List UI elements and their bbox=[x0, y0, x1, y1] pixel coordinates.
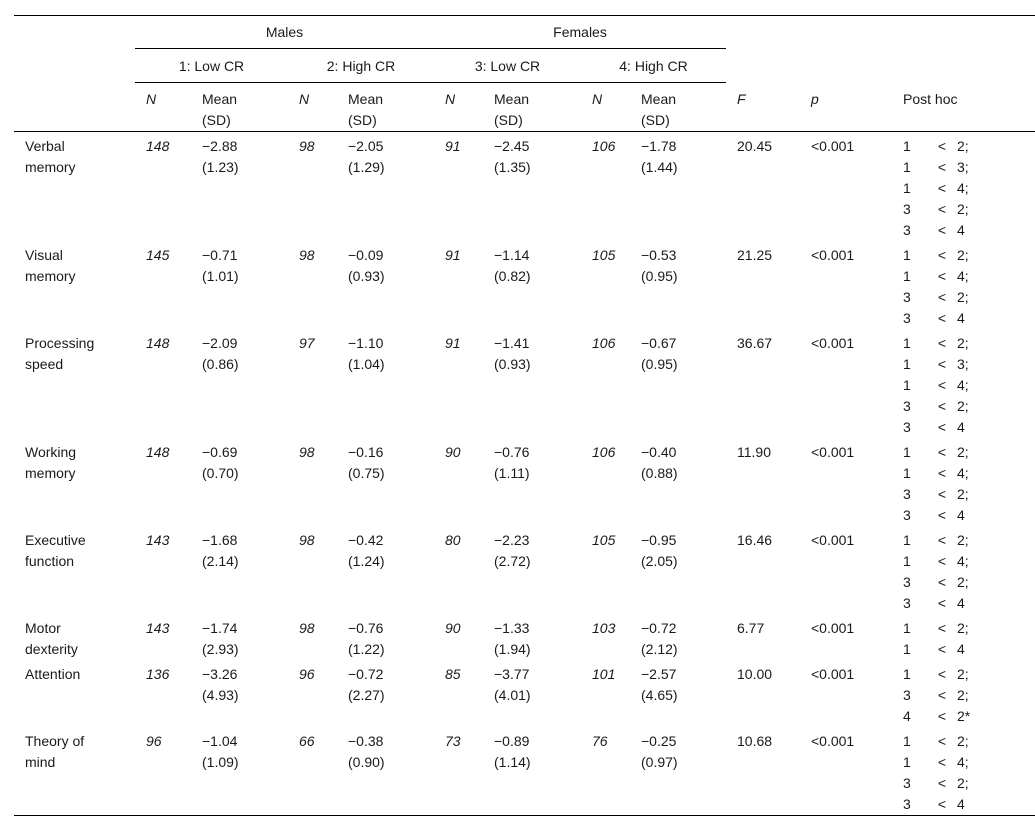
posthoc-comparison: 3 < 2; bbox=[903, 775, 969, 791]
col-header-n: N bbox=[434, 83, 494, 132]
cell-mean-sd-group-3: −1.33 (1.94) bbox=[494, 620, 531, 657]
cell-n-group-2: 98 bbox=[299, 620, 315, 636]
posthoc-comparison: 1 < 2; bbox=[903, 666, 969, 682]
cell-n-group-3: 91 bbox=[445, 335, 461, 351]
cell-mean-sd-group-3: −3.77 (4.01) bbox=[494, 666, 531, 703]
table-row bbox=[14, 241, 1035, 329]
cell-n-group-2: 66 bbox=[299, 733, 315, 749]
cr-header-2: 2: High CR bbox=[288, 49, 434, 84]
cell-n-group-1: 148 bbox=[146, 335, 170, 351]
cell-p: <0.001 bbox=[811, 532, 855, 548]
table-row bbox=[14, 132, 1035, 242]
cell-mean-sd-group-1: −0.71 (1.01) bbox=[202, 247, 239, 284]
cell-mean-sd-group-4: −0.95 (2.05) bbox=[641, 532, 678, 569]
cell-n-group-2: 98 bbox=[299, 247, 315, 263]
cell-p: <0.001 bbox=[811, 335, 855, 351]
row-label: Attention bbox=[25, 666, 81, 682]
cell-n-group-4: 103 bbox=[592, 620, 616, 636]
cell-mean-sd-group-1: −1.68 (2.14) bbox=[202, 532, 239, 569]
posthoc-comparison: 1 < 3; bbox=[903, 356, 969, 372]
cell-n-group-1: 148 bbox=[146, 444, 170, 460]
posthoc-comparison: 1 < 2; bbox=[903, 733, 969, 749]
cell-n-group-4: 105 bbox=[592, 247, 616, 263]
cell-n-group-3: 91 bbox=[445, 247, 461, 263]
cell-mean-sd-group-2: −0.09 (0.93) bbox=[348, 247, 385, 284]
cell-f: 16.46 bbox=[737, 532, 773, 548]
cell-posthoc bbox=[903, 438, 1035, 526]
posthoc-comparison: 1 < 4; bbox=[903, 268, 969, 284]
table-row bbox=[14, 614, 1035, 660]
posthoc-comparison: 1 < 2; bbox=[903, 138, 969, 154]
cell-posthoc bbox=[903, 132, 1035, 242]
cell-n-group-4: 76 bbox=[592, 733, 608, 749]
col-header-p: p bbox=[811, 83, 903, 132]
posthoc-comparison: 1 < 4 bbox=[903, 641, 965, 657]
cell-n-group-3: 85 bbox=[445, 666, 461, 682]
cell-mean-sd-group-1: −2.88 (1.23) bbox=[202, 138, 239, 175]
posthoc-comparison: 3 < 2; bbox=[903, 289, 969, 305]
col-header-posthoc: Post hoc bbox=[903, 83, 1035, 132]
cell-f: 10.68 bbox=[737, 733, 773, 749]
cell-mean-sd-group-3: −0.76 (1.11) bbox=[494, 444, 530, 481]
cell-f: 20.45 bbox=[737, 138, 773, 154]
cell-f: 6.77 bbox=[737, 620, 765, 636]
cell-posthoc bbox=[903, 241, 1035, 329]
table-row bbox=[14, 329, 1035, 438]
cell-posthoc bbox=[903, 329, 1035, 438]
cell-n-group-1: 136 bbox=[146, 666, 170, 682]
cell-mean-sd-group-2: −0.38 (0.90) bbox=[348, 733, 385, 770]
table-row bbox=[14, 660, 1035, 727]
cell-mean-sd-group-4: −0.67 (0.95) bbox=[641, 335, 678, 372]
table-row bbox=[14, 438, 1035, 526]
cell-mean-sd-group-3: −1.14 (0.82) bbox=[494, 247, 531, 284]
cell-mean-sd-group-4: −0.40 (0.88) bbox=[641, 444, 678, 481]
posthoc-comparison: 1 < 4; bbox=[903, 377, 969, 393]
table-row bbox=[14, 727, 1035, 815]
results-table bbox=[14, 15, 1035, 816]
col-header-n: N bbox=[288, 83, 348, 132]
posthoc-comparison: 1 < 4; bbox=[903, 465, 969, 481]
cell-posthoc bbox=[903, 660, 1035, 727]
cell-mean-sd-group-4: −0.25 (0.97) bbox=[641, 733, 678, 770]
posthoc-comparison: 1 < 2; bbox=[903, 335, 969, 351]
row-label: Theory of mind bbox=[25, 733, 85, 770]
cell-f: 36.67 bbox=[737, 335, 773, 351]
cell-n-group-2: 97 bbox=[299, 335, 315, 351]
cell-mean-sd-group-2: −0.72 (2.27) bbox=[348, 666, 385, 703]
cell-mean-sd-group-1: −1.74 (2.93) bbox=[202, 620, 239, 657]
posthoc-comparison: 3 < 4 bbox=[903, 796, 965, 812]
cell-n-group-3: 91 bbox=[445, 138, 461, 154]
cell-n-group-2: 96 bbox=[299, 666, 315, 682]
col-header-mean-sd: Mean (SD) bbox=[494, 83, 581, 132]
group-header-males: Males bbox=[135, 16, 434, 49]
cell-posthoc bbox=[903, 614, 1035, 660]
cell-mean-sd-group-3: −2.23 (2.72) bbox=[494, 532, 531, 569]
cell-n-group-1: 148 bbox=[146, 138, 170, 154]
cell-p: <0.001 bbox=[811, 666, 855, 682]
cell-mean-sd-group-4: −1.78 (1.44) bbox=[641, 138, 678, 175]
cell-n-group-1: 143 bbox=[146, 620, 170, 636]
posthoc-comparison: 3 < 2; bbox=[903, 201, 969, 217]
row-label: Processing speed bbox=[25, 335, 95, 372]
col-header-n: N bbox=[581, 83, 641, 132]
cell-mean-sd-group-3: −1.41 (0.93) bbox=[494, 335, 531, 372]
cell-mean-sd-group-3: −0.89 (1.14) bbox=[494, 733, 531, 770]
cell-n-group-1: 145 bbox=[146, 247, 170, 263]
row-label: Visual memory bbox=[25, 247, 76, 284]
cell-mean-sd-group-4: −0.72 (2.12) bbox=[641, 620, 678, 657]
posthoc-comparison: 1 < 3; bbox=[903, 159, 969, 175]
col-header-mean-sd: Mean (SD) bbox=[641, 83, 726, 132]
cell-n-group-3: 73 bbox=[445, 733, 461, 749]
cell-n-group-4: 106 bbox=[592, 138, 616, 154]
cell-mean-sd-group-2: −0.76 (1.22) bbox=[348, 620, 385, 657]
posthoc-comparison: 3 < 4 bbox=[903, 595, 965, 611]
cell-n-group-4: 106 bbox=[592, 444, 616, 460]
posthoc-comparison: 3 < 4 bbox=[903, 419, 965, 435]
cell-p: <0.001 bbox=[811, 620, 855, 636]
cr-header-3: 3: Low CR bbox=[434, 49, 581, 84]
posthoc-comparison: 3 < 4 bbox=[903, 310, 965, 326]
cell-mean-sd-group-1: −3.26 (4.93) bbox=[202, 666, 239, 703]
cell-mean-sd-group-2: −0.16 (0.75) bbox=[348, 444, 385, 481]
cell-mean-sd-group-2: −0.42 (1.24) bbox=[348, 532, 385, 569]
cell-n-group-3: 90 bbox=[445, 620, 461, 636]
cell-n-group-1: 96 bbox=[146, 733, 162, 749]
row-label: Verbal memory bbox=[25, 138, 76, 175]
posthoc-comparison: 3 < 4 bbox=[903, 507, 965, 523]
col-header-f: F bbox=[726, 83, 811, 132]
row-label: Motor dexterity bbox=[25, 620, 78, 657]
cell-n-group-3: 90 bbox=[445, 444, 461, 460]
col-header-mean-sd: Mean (SD) bbox=[202, 83, 288, 132]
cell-n-group-2: 98 bbox=[299, 532, 315, 548]
cell-p: <0.001 bbox=[811, 733, 855, 749]
cell-mean-sd-group-1: −2.09 (0.86) bbox=[202, 335, 239, 372]
cell-mean-sd-group-1: −0.69 (0.70) bbox=[202, 444, 239, 481]
cell-n-group-3: 80 bbox=[445, 532, 461, 548]
cr-header-4: 4: High CR bbox=[581, 49, 726, 84]
cell-mean-sd-group-4: −0.53 (0.95) bbox=[641, 247, 678, 284]
row-label: Working memory bbox=[25, 444, 77, 481]
posthoc-comparison: 1 < 4; bbox=[903, 553, 969, 569]
cell-mean-sd-group-3: −2.45 (1.35) bbox=[494, 138, 531, 175]
posthoc-comparison: 3 < 4 bbox=[903, 222, 965, 238]
cell-n-group-1: 143 bbox=[146, 532, 170, 548]
cr-header-1: 1: Low CR bbox=[135, 49, 288, 84]
cell-p: <0.001 bbox=[811, 247, 855, 263]
posthoc-comparison: 4 < 2* bbox=[903, 708, 971, 724]
posthoc-comparison: 1 < 4; bbox=[903, 180, 969, 196]
cell-f: 11.90 bbox=[737, 444, 771, 460]
posthoc-comparison: 1 < 4; bbox=[903, 754, 969, 770]
cell-n-group-2: 98 bbox=[299, 138, 315, 154]
table-row bbox=[14, 526, 1035, 614]
cell-mean-sd-group-4: −2.57 (4.65) bbox=[641, 666, 678, 703]
cell-posthoc bbox=[903, 526, 1035, 614]
cell-f: 10.00 bbox=[737, 666, 773, 682]
row-label: Executive function bbox=[25, 532, 86, 569]
cell-mean-sd-group-2: −1.10 (1.04) bbox=[348, 335, 385, 372]
cell-n-group-4: 106 bbox=[592, 335, 616, 351]
cell-p: <0.001 bbox=[811, 444, 855, 460]
cell-mean-sd-group-2: −2.05 (1.29) bbox=[348, 138, 385, 175]
posthoc-comparison: 3 < 2; bbox=[903, 398, 969, 414]
posthoc-comparison: 3 < 2; bbox=[903, 574, 969, 590]
cell-n-group-2: 98 bbox=[299, 444, 315, 460]
cell-n-group-4: 105 bbox=[592, 532, 616, 548]
posthoc-comparison: 1 < 2; bbox=[903, 247, 969, 263]
cell-f: 21.25 bbox=[737, 247, 773, 263]
posthoc-comparison: 1 < 2; bbox=[903, 620, 969, 636]
posthoc-comparison: 1 < 2; bbox=[903, 444, 969, 460]
posthoc-comparison: 3 < 2; bbox=[903, 486, 969, 502]
col-header-mean-sd: Mean (SD) bbox=[348, 83, 434, 132]
posthoc-comparison: 1 < 2; bbox=[903, 532, 969, 548]
cell-n-group-4: 101 bbox=[592, 666, 616, 682]
cell-mean-sd-group-1: −1.04 (1.09) bbox=[202, 733, 239, 770]
posthoc-comparison: 3 < 2; bbox=[903, 687, 969, 703]
col-header-n: N bbox=[135, 83, 202, 132]
cell-p: <0.001 bbox=[811, 138, 855, 154]
group-header-females: Females bbox=[434, 16, 726, 49]
cell-posthoc bbox=[903, 727, 1035, 815]
